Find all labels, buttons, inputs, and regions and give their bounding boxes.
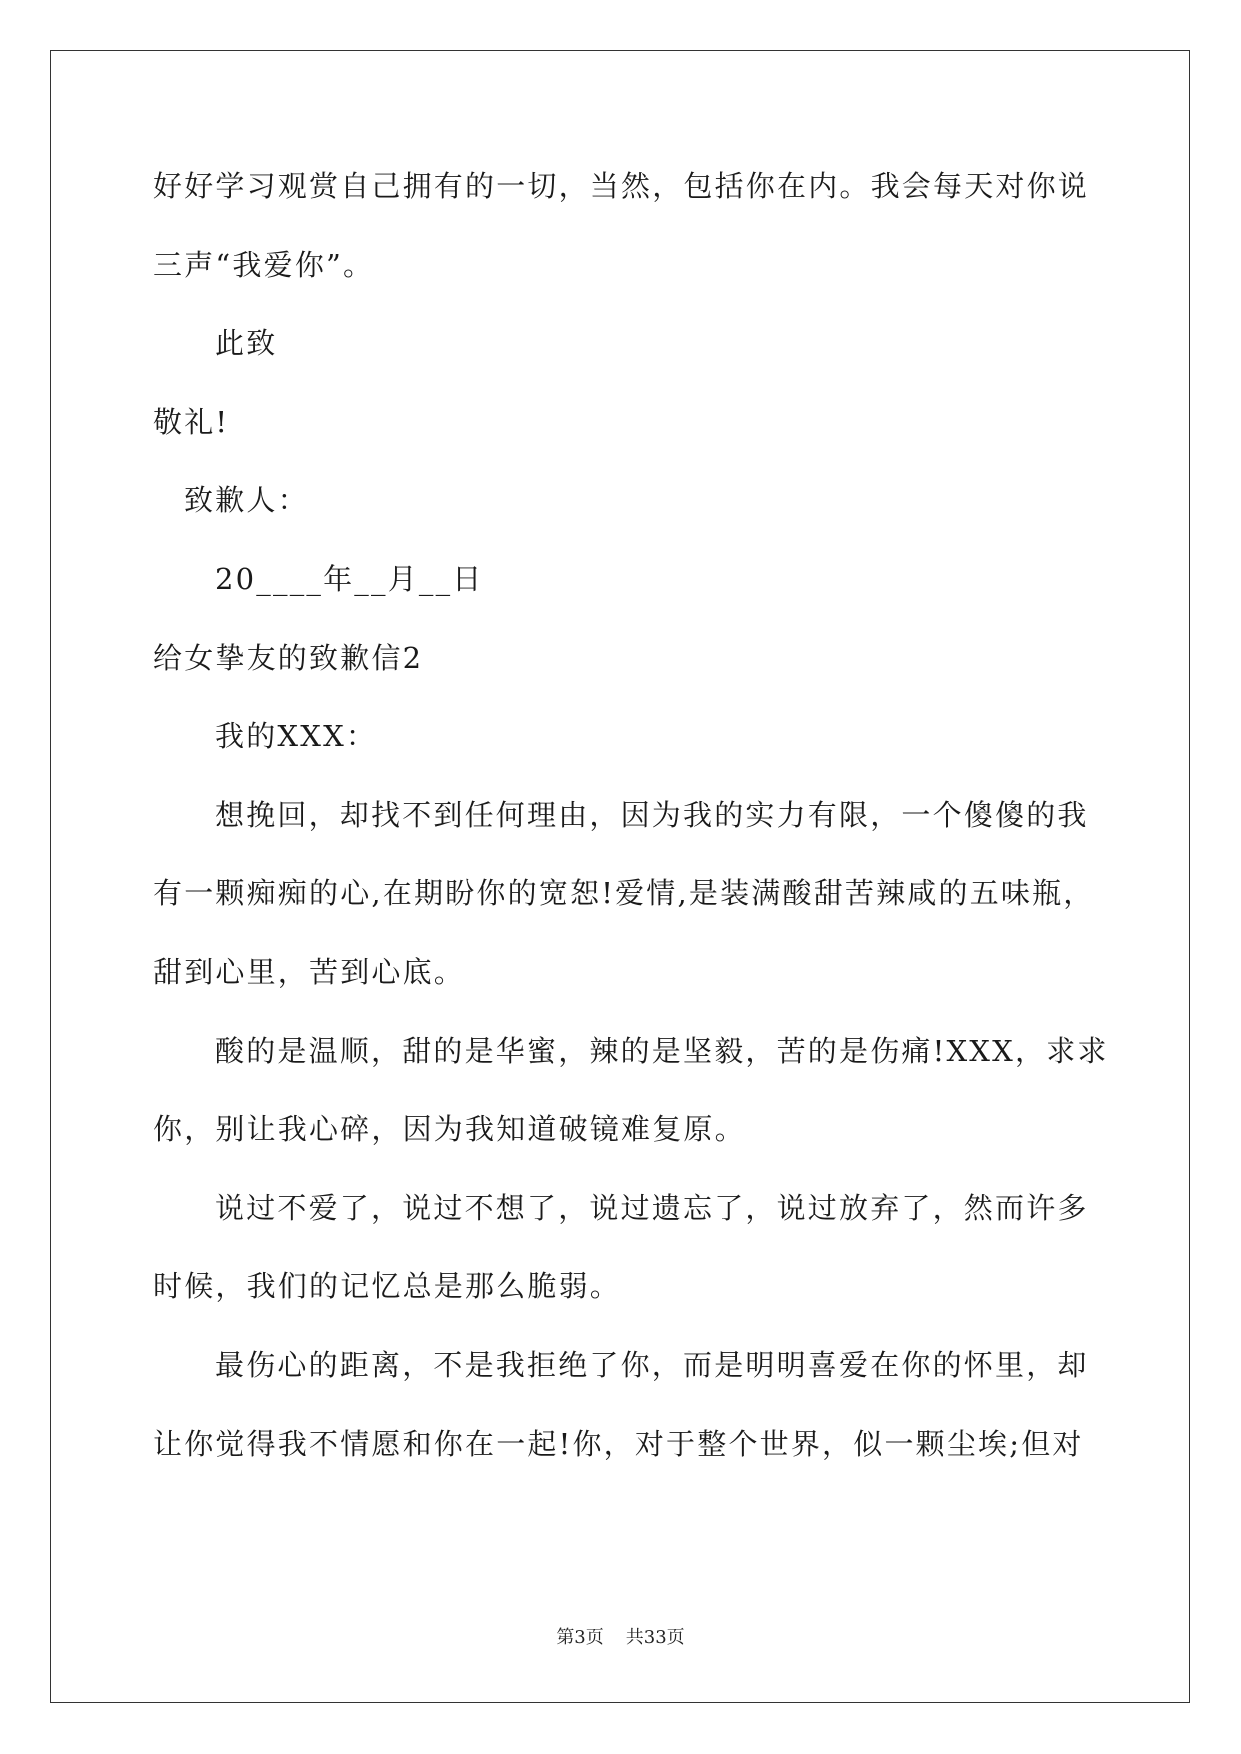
paragraph-line: 酸的是温顺，甜的是华蜜，辣的是坚毅，苦的是伤痛!XXX，求求 [215, 1034, 1109, 1068]
paragraph-line: 有一颗痴痴的心,在期盼你的宽恕!爱情,是装满酸甜苦辣咸的五味瓶， [153, 876, 1095, 910]
paragraph-line: 想挽回，却找不到任何理由，因为我的实力有限，一个傻傻的我 [215, 798, 1089, 832]
date-line: 20____年__月__日 [215, 562, 484, 596]
page-number: 第3页 [556, 1627, 604, 1648]
closing-salutation: 此致 [215, 326, 278, 360]
paragraph-line: 你，别让我心碎，因为我知道破镜难复原。 [153, 1112, 746, 1146]
paragraph-line: 让你觉得我不情愿和你在一起!你，对于整个世界，似一颗尘埃;但对 [153, 1427, 1084, 1461]
page-footer [0, 1626, 1241, 1650]
paragraph-line: 说过不爱了，说过不想了，说过遗忘了，说过放弃了，然而许多 [215, 1191, 1089, 1225]
paragraph-line: 最伤心的距离，不是我拒绝了你，而是明明喜爱在你的怀里，却 [215, 1348, 1089, 1382]
page-total: 共33页 [625, 1627, 685, 1648]
section-heading: 给女挚友的致歉信2 [153, 641, 424, 675]
greeting: 我的XXX： [215, 719, 378, 753]
paragraph-line: 时候，我们的记忆总是那么脆弱。 [153, 1269, 622, 1303]
paragraph-line: 甜到心里，苦到心底。 [153, 955, 466, 989]
signature-label: 致歉人： [184, 483, 309, 517]
text-line: 三声“我爱你”。 [153, 248, 375, 282]
closing-regards: 敬礼! [153, 405, 230, 439]
text-line: 好好学习观赏自己拥有的一切，当然，包括你在内。我会每天对你说 [153, 169, 1090, 203]
